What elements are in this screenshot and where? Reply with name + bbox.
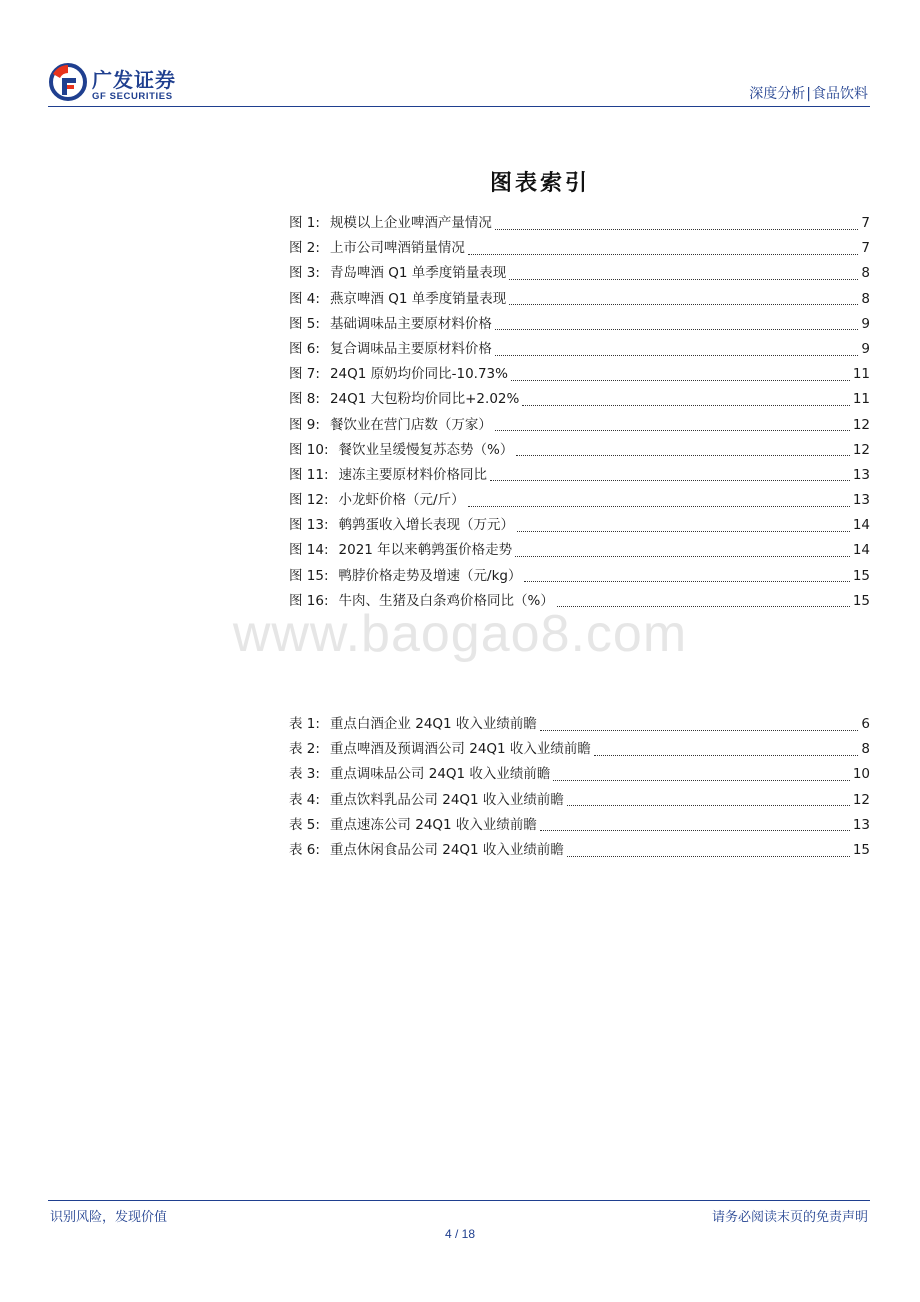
- toc-leader-dots: [511, 379, 850, 381]
- toc-entry-label: 表 2:: [289, 741, 320, 758]
- toc-entry-page: 9: [861, 315, 870, 332]
- figure-entry[interactable]: [289, 488, 870, 513]
- toc-leader-dots: [567, 804, 850, 806]
- toc-entry-title: 重点调味品公司 24Q1 收入业绩前瞻: [329, 766, 551, 783]
- footer-slogan: 识别风险，发现价值: [50, 1210, 168, 1225]
- table-entry[interactable]: [289, 737, 870, 762]
- toc-entry-label: 图 12:: [289, 492, 329, 509]
- toc-entry-title: 青岛啤酒 Q1 单季度销量表现: [329, 265, 507, 282]
- table-entry[interactable]: [289, 813, 870, 838]
- report-sector: 食品饮料: [812, 86, 868, 102]
- toc-entry-page: 10: [852, 766, 870, 783]
- toc-entry-page: 15: [852, 567, 870, 584]
- report-category: [749, 83, 868, 103]
- figure-entry[interactable]: [289, 337, 870, 362]
- figure-entry[interactable]: [289, 211, 870, 236]
- toc-entry-title: 重点休闲食品公司 24Q1 收入业绩前瞻: [329, 841, 564, 858]
- toc-entry-title: 鸭脖价格走势及增速（元/kg）: [338, 567, 522, 584]
- toc-entry-label: 表 6:: [289, 841, 320, 858]
- toc-entry-page: 11: [852, 366, 870, 383]
- toc-entry-label: 图 16:: [289, 592, 329, 609]
- toc-entry-label: 图 14:: [289, 542, 329, 559]
- toc-entry-label: 表 5:: [289, 816, 320, 833]
- toc-entry-label: 表 4:: [289, 791, 320, 808]
- report-type: 深度分析: [749, 86, 806, 102]
- watermark: www.baogao8.com: [232, 605, 688, 663]
- toc-entry-title: 基础调味品主要原材料价格: [329, 315, 492, 332]
- toc-entry-page: 8: [861, 741, 870, 758]
- toc-entry-page: 12: [852, 791, 870, 808]
- toc-entry-page: 12: [852, 441, 870, 458]
- toc-entry-label: 表 1:: [289, 716, 320, 732]
- toc-entry-title: 燕京啤酒 Q1 单季度销量表现: [329, 290, 507, 307]
- page-number: 4 / 18: [444, 1227, 476, 1241]
- toc-entry-label: 图 2:: [289, 240, 320, 257]
- page-header: [0, 0, 920, 110]
- footer-disclaimer: 请务必阅读末页的免责声明: [711, 1210, 868, 1225]
- toc-entry-page: 14: [852, 517, 870, 534]
- toc-entry-label: 图 4:: [289, 290, 320, 307]
- toc-entry-page: 13: [852, 466, 870, 483]
- figure-entry[interactable]: [289, 387, 870, 412]
- figure-index-list: [289, 211, 870, 614]
- report-tag-separator: |: [806, 86, 811, 102]
- toc-entry-page: 8: [861, 265, 870, 282]
- table-entry[interactable]: [289, 712, 870, 737]
- logo-chinese-name: 广发证券: [92, 68, 176, 92]
- toc-leader-dots: [567, 855, 850, 857]
- toc-entry-page: 11: [852, 391, 870, 408]
- toc-entry-page: 7: [861, 215, 870, 231]
- toc-entry-page: 12: [852, 416, 870, 433]
- table-entry[interactable]: [289, 788, 870, 813]
- toc-entry-title: 小龙虾价格（元/斤）: [338, 492, 465, 509]
- toc-entry-title: 鹌鹑蛋收入增长表现（万元）: [338, 517, 515, 534]
- toc-leader-dots: [594, 754, 858, 756]
- page-title: 图表索引: [489, 170, 590, 196]
- toc-leader-dots: [516, 454, 849, 456]
- toc-entry-title: 上市公司啤酒销量情况: [329, 240, 465, 257]
- toc-entry-title: 规模以上企业啤酒产量情况: [329, 215, 492, 231]
- figure-entry[interactable]: [289, 236, 870, 261]
- toc-leader-dots: [495, 354, 858, 356]
- toc-leader-dots: [515, 555, 850, 557]
- toc-entry-page: 13: [852, 816, 870, 833]
- toc-entry-label: 图 9:: [289, 416, 320, 433]
- toc-entry-label: 图 11:: [289, 466, 329, 483]
- toc-entry-page: 6: [861, 716, 870, 732]
- toc-entry-title: 牛肉、生猪及白条鸡价格同比（%）: [338, 592, 554, 609]
- toc-leader-dots: [540, 729, 858, 731]
- toc-entry-title: 2021 年以来鹌鹑蛋价格走势: [338, 542, 513, 559]
- table-entry[interactable]: [289, 762, 870, 787]
- toc-entry-title: 重点速冻公司 24Q1 收入业绩前瞻: [329, 816, 537, 833]
- toc-leader-dots: [524, 580, 849, 582]
- toc-leader-dots: [540, 829, 850, 831]
- toc-entry-title: 复合调味品主要原材料价格: [329, 340, 492, 357]
- figure-entry[interactable]: [289, 513, 870, 538]
- figure-entry[interactable]: [289, 261, 870, 286]
- toc-entry-page: 15: [852, 841, 870, 858]
- toc-leader-dots: [517, 530, 850, 532]
- toc-entry-title: 24Q1 大包粉均价同比+2.02%: [329, 391, 520, 408]
- toc-leader-dots: [509, 303, 858, 305]
- toc-entry-label: 图 7:: [289, 366, 320, 383]
- toc-entry-label: 图 5:: [289, 315, 320, 332]
- toc-entry-label: 图 13:: [289, 517, 329, 534]
- toc-entry-title: 餐饮业在营门店数（万家）: [329, 416, 492, 433]
- figure-entry[interactable]: [289, 564, 870, 589]
- toc-leader-dots: [495, 328, 858, 330]
- figure-entry[interactable]: [289, 413, 870, 438]
- figure-entry[interactable]: [289, 438, 870, 463]
- company-logo: [48, 62, 208, 106]
- logo-english-name: GF SECURITIES: [92, 91, 173, 102]
- toc-leader-dots: [490, 479, 850, 481]
- toc-entry-page: 8: [861, 290, 870, 307]
- toc-entry-label: 图 3:: [289, 265, 320, 282]
- toc-entry-title: 重点啤酒及预调酒公司 24Q1 收入业绩前瞻: [329, 741, 591, 758]
- toc-entry-page: 14: [852, 542, 870, 559]
- toc-leader-dots: [468, 505, 850, 507]
- figure-entry[interactable]: [289, 538, 870, 563]
- toc-leader-dots: [522, 404, 849, 406]
- table-entry[interactable]: [289, 838, 870, 863]
- toc-entry-label: 图 8:: [289, 391, 320, 408]
- toc-entry-label: 图 10:: [289, 441, 329, 458]
- toc-leader-dots: [509, 278, 858, 280]
- header-divider: [48, 106, 870, 107]
- figure-entry[interactable]: [289, 287, 870, 312]
- toc-entry-page: 7: [861, 240, 870, 257]
- toc-entry-label: 表 3:: [289, 766, 320, 783]
- footer-divider: [48, 1200, 870, 1201]
- gf-logo-icon: [48, 62, 88, 102]
- figure-entry[interactable]: [289, 463, 870, 488]
- toc-entry-title: 重点白酒企业 24Q1 收入业绩前瞻: [329, 716, 537, 732]
- toc-entry-page: 13: [852, 492, 870, 509]
- toc-entry-label: 图 15:: [289, 567, 329, 584]
- table-index-list: [289, 712, 870, 863]
- toc-entry-label: 图 1:: [289, 215, 320, 231]
- toc-entry-title: 重点饮料乳品公司 24Q1 收入业绩前瞻: [329, 791, 564, 808]
- toc-entry-title: 24Q1 原奶均价同比-10.73%: [329, 366, 508, 383]
- toc-entry-title: 速冻主要原材料价格同比: [338, 466, 488, 483]
- figure-entry[interactable]: [289, 312, 870, 337]
- toc-entry-page: 9: [861, 340, 870, 357]
- toc-leader-dots: [468, 253, 858, 255]
- toc-entry-page: 15: [852, 592, 870, 609]
- toc-leader-dots: [553, 779, 849, 781]
- toc-leader-dots: [495, 228, 858, 230]
- figure-entry[interactable]: [289, 362, 870, 387]
- toc-entry-label: 图 6:: [289, 340, 320, 357]
- toc-entry-title: 餐饮业呈缓慢复苏态势（%）: [338, 441, 514, 458]
- toc-leader-dots: [495, 429, 850, 431]
